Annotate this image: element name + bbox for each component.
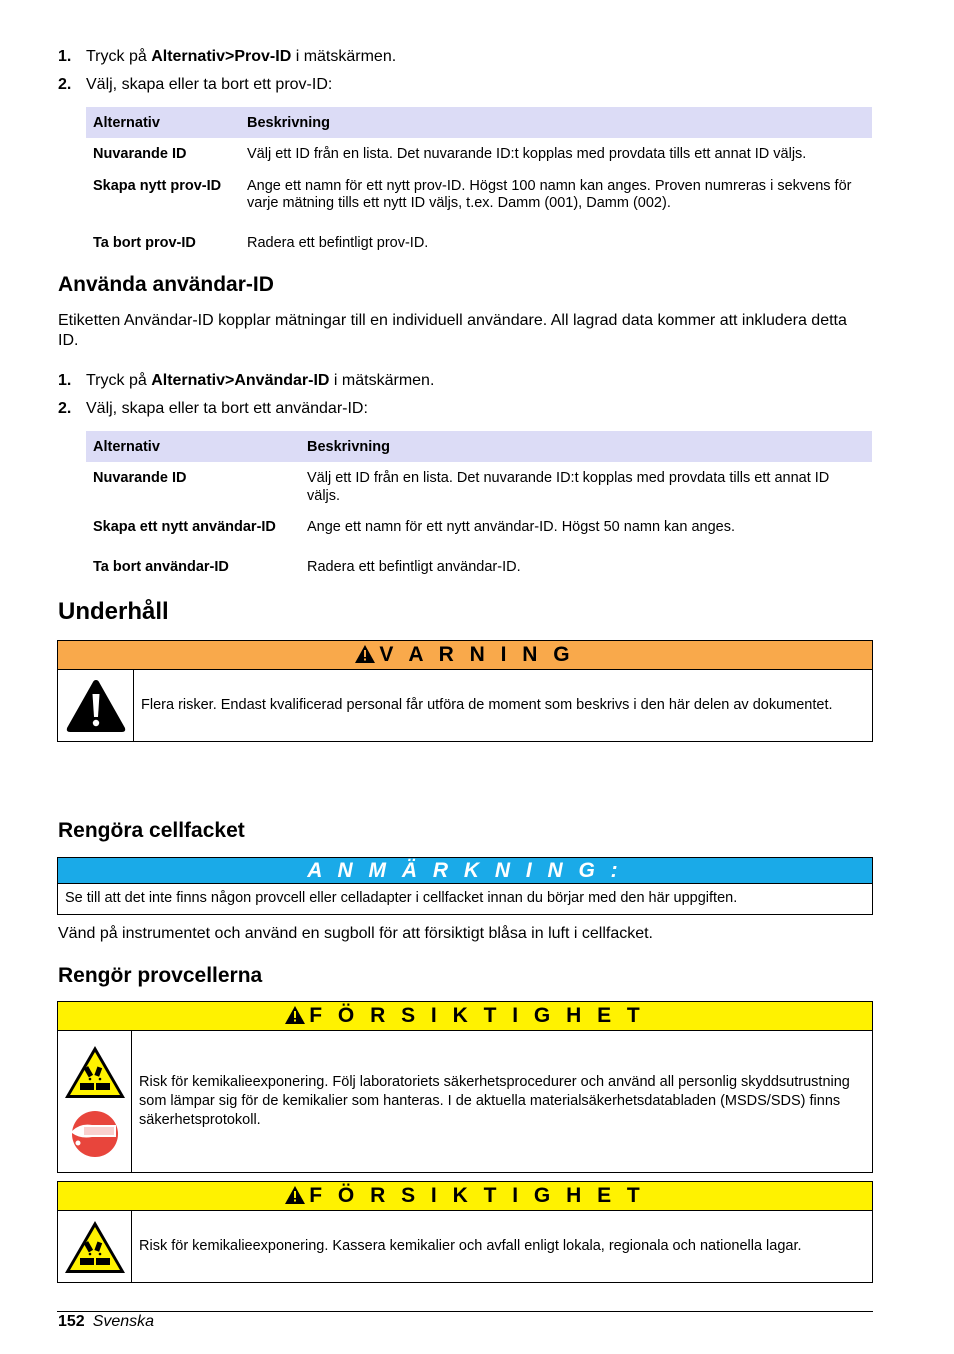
warning-triangle-icon <box>355 645 375 663</box>
caution-text: Risk för kemikalieexponering. Kassera kemikalier och avfall enligt lokala, regionala och nationella lagar. <box>139 1238 802 1254</box>
column-header: Alternativ <box>86 107 240 138</box>
table-row: Nuvarande ID Välj ett ID från en lista. Det nuvarande ID:t kopplas med provdata tills ett annat ID väljs. <box>93 470 830 504</box>
note-header: A N M Ä R K N I N G : <box>58 858 872 884</box>
section-heading: Rengör provcellerna <box>58 964 263 987</box>
footer-language: Svenska <box>92 1313 155 1330</box>
step-2: 2. Välj, skapa eller ta bort ett prov-ID: <box>58 76 333 93</box>
note-text: Se till att det inte finns någon provcell eller celladapter i cellfacket innan du börjar med den här uppgiften. <box>65 890 738 906</box>
column-header: Alternativ <box>86 431 300 462</box>
caution-box <box>57 1181 873 1283</box>
step-1: 1. Tryck på Alternativ>Användar-ID i mätskärmen. <box>58 372 435 389</box>
warning-box <box>57 640 873 742</box>
caution-header: F Ö R S I K T I G H E T <box>58 1002 872 1031</box>
caution-text: Risk för kemikalieexponering. Följ laboratoriets säkerhetsprocedurer och använd all personlig skyddsutrustning som lämpar sig för de kemikalier som hanteras. I de aktuella materialsäkerhetsdatabladen (MSDS/SDS) finns säkerhetsprotokoll. <box>139 1074 850 1128</box>
instruction-paragraph: Vänd på instrumentet och använd en sugboll för att försiktigt blåsa in luft i cellfacket. <box>58 925 653 942</box>
warning-triangle-icon <box>285 1186 305 1204</box>
warning-text: Flera risker. Endast kvalificerad personal får utföra de moment som beskrivs i den här delen av dokumentet. <box>141 697 833 713</box>
column-header: Beskrivning <box>240 107 872 138</box>
caution-box <box>57 1001 873 1173</box>
warning-triangle-icon <box>285 1006 305 1024</box>
step-number: 2. <box>58 400 72 417</box>
page-number: 152 <box>58 1313 85 1330</box>
section-heading: Använda användar-ID <box>58 273 274 296</box>
step-number: 2. <box>58 76 72 93</box>
step-2: 2. Välj, skapa eller ta bort ett användar-ID: <box>58 400 368 417</box>
user-id-options-table <box>86 431 872 583</box>
table-row: Nuvarande ID Välj ett ID från en lista. Det nuvarande ID:t kopplas med provdata tills ett annat ID väljs. <box>93 146 807 162</box>
caution-icon-cell <box>58 1031 132 1172</box>
step-number: 1. <box>58 372 72 389</box>
column-header: Beskrivning <box>300 431 872 462</box>
safety-glasses-icon <box>70 1109 120 1159</box>
page-footer <box>58 1312 154 1332</box>
chapter-heading: Underhåll <box>58 598 169 625</box>
warning-triangle-icon <box>65 678 127 734</box>
table-row: Skapa nytt prov-ID Ange ett namn för ett nytt prov-ID. Högst 100 namn kan anges. Proven numreras i sekvens för varje mätning tills ett nytt ID väljs, t.ex. Damm (001), Damm (002). <box>93 177 852 211</box>
sample-id-options-table <box>86 107 872 259</box>
step-1: 1. Tryck på Alternativ>Prov-ID i mätskärmen. <box>58 48 397 65</box>
step-number: 1. <box>58 48 72 65</box>
warning-icon-cell <box>58 670 134 741</box>
intro-paragraph: Etiketten Användar-ID kopplar mätningar till en individuell användare. All lagrad data kommer att inkludera detta ID. <box>58 312 847 349</box>
warning-header: V A R N I N G <box>58 641 872 670</box>
menu-path: Alternativ>Prov-ID <box>151 48 292 65</box>
caution-header: F Ö R S I K T I G H E T <box>58 1182 872 1211</box>
chemical-hazard-icon <box>64 1220 126 1274</box>
menu-path: Alternativ>Användar-ID <box>151 372 330 389</box>
caution-icon-cell <box>58 1211 132 1282</box>
section-heading: Rengöra cellfacket <box>58 819 245 842</box>
table-row: Ta bort prov-ID Radera ett befintligt prov-ID. <box>93 234 429 251</box>
table-row: Skapa ett nytt användar-ID Ange ett namn för ett nytt användar-ID. Högst 50 namn kan anges. <box>93 519 735 535</box>
note-box <box>57 857 873 915</box>
table-row: Ta bort användar-ID Radera ett befintligt användar-ID. <box>93 558 521 575</box>
chemical-hazard-icon <box>64 1045 126 1099</box>
footer-divider <box>57 1311 873 1312</box>
